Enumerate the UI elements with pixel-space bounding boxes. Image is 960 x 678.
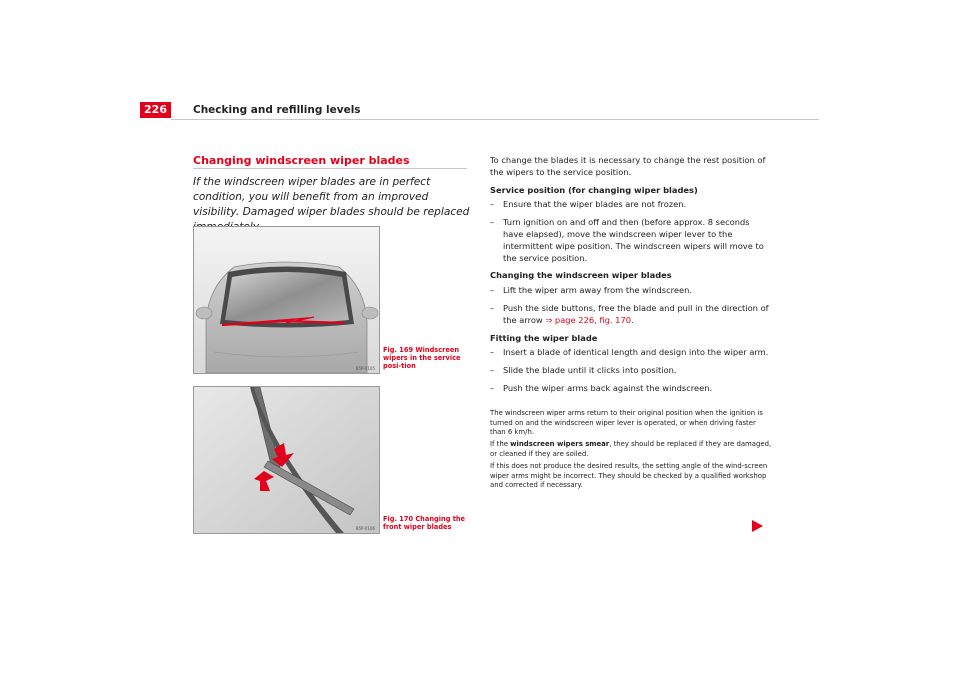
note-paragraph: If this does not produce the desired results, the setting angle of the wind-screen wiper arms might be incorrect. They should be checked by a qualified workshop and corrected if necessary.	[490, 461, 768, 490]
paragraph-intro: To change the blades it is necessary to change the rest position of the wipers to the service position.	[490, 155, 766, 177]
figure-169-caption: Fig. 169 Windscreen wipers in the service posi-tion	[383, 346, 461, 370]
step-item	[490, 217, 772, 264]
car-front-illustration	[194, 227, 379, 373]
heading-service-position: Service position (for changing wiper blades)	[490, 184, 698, 195]
figure-170-caption: Fig. 170 Changing the front wiper blades	[383, 515, 466, 531]
header-rule	[171, 119, 819, 120]
step-item	[490, 285, 772, 297]
step-text: Insert a blade of identical length and design into the wiper arm.	[503, 347, 769, 358]
heading-changing-blades: Changing the windscreen wiper blades	[490, 270, 672, 281]
page-number: 226	[140, 102, 171, 118]
step-dash: –	[490, 199, 495, 210]
cross-reference-link[interactable]: ⇒ page 226, fig. 170	[545, 314, 632, 325]
step-item	[490, 383, 772, 395]
note-text: , they should be replaced if they are damaged, or cleaned if they are soiled.	[490, 440, 772, 458]
note-block	[490, 409, 772, 491]
figure-code: B5P-0105	[355, 366, 375, 371]
section-rule	[193, 168, 467, 169]
step-text: Push the wiper arms back against the windscreen.	[503, 382, 713, 393]
instructions-column	[490, 155, 772, 493]
note-text: If the	[490, 440, 511, 449]
step-item	[490, 365, 772, 377]
step-dash: –	[490, 382, 495, 393]
continue-arrow-icon	[752, 520, 763, 532]
running-title: Checking and refilling levels	[193, 104, 361, 116]
step-dash: –	[490, 217, 495, 228]
step-dash: –	[490, 347, 495, 358]
heading-fitting-blade: Fitting the wiper blade	[490, 332, 598, 343]
step-item	[490, 347, 772, 359]
section-intro: If the windscreen wiper blades are in perfect condition, you will benefit from an improved visibility. Damaged wiper blades should be replaced	[193, 176, 470, 218]
step-text: Turn ignition on and off and then (before approx. 8 seconds have elapsed), move the windscreen wiper lever to the intermittent wipe position. The windscreen wipers will move to the service position.	[503, 217, 764, 263]
step-dash: –	[490, 365, 495, 376]
wiper-blade-illustration	[194, 387, 379, 533]
step-text: Lift the wiper arm away from the windscreen.	[503, 285, 692, 296]
note-paragraph: The windscreen wiper arms return to their original position when the ignition is turned on and the windscreen wiper lever is operated, or when driving faster than 6 km/h.	[490, 408, 763, 437]
step-dash: –	[490, 302, 495, 313]
section-title: Changing windscreen wiper blades	[193, 154, 410, 167]
figure-170-changing-wiper-blades	[193, 386, 380, 534]
step-text-end: .	[631, 314, 634, 325]
note-bold-term: windscreen wipers smear	[510, 440, 610, 449]
step-item	[490, 199, 772, 211]
figure-169-wipers-service-position	[193, 226, 380, 374]
step-dash: –	[490, 285, 495, 296]
step-text: Push the side buttons, free the blade and pull in the direction of the arrow	[503, 302, 769, 325]
figure-code: B5P-0106	[355, 526, 375, 531]
note-paragraph	[490, 440, 772, 460]
step-text: Slide the blade until it clicks into position.	[503, 365, 677, 376]
step-text: Ensure that the wiper blades are not frozen.	[503, 199, 687, 210]
step-item	[490, 303, 772, 327]
